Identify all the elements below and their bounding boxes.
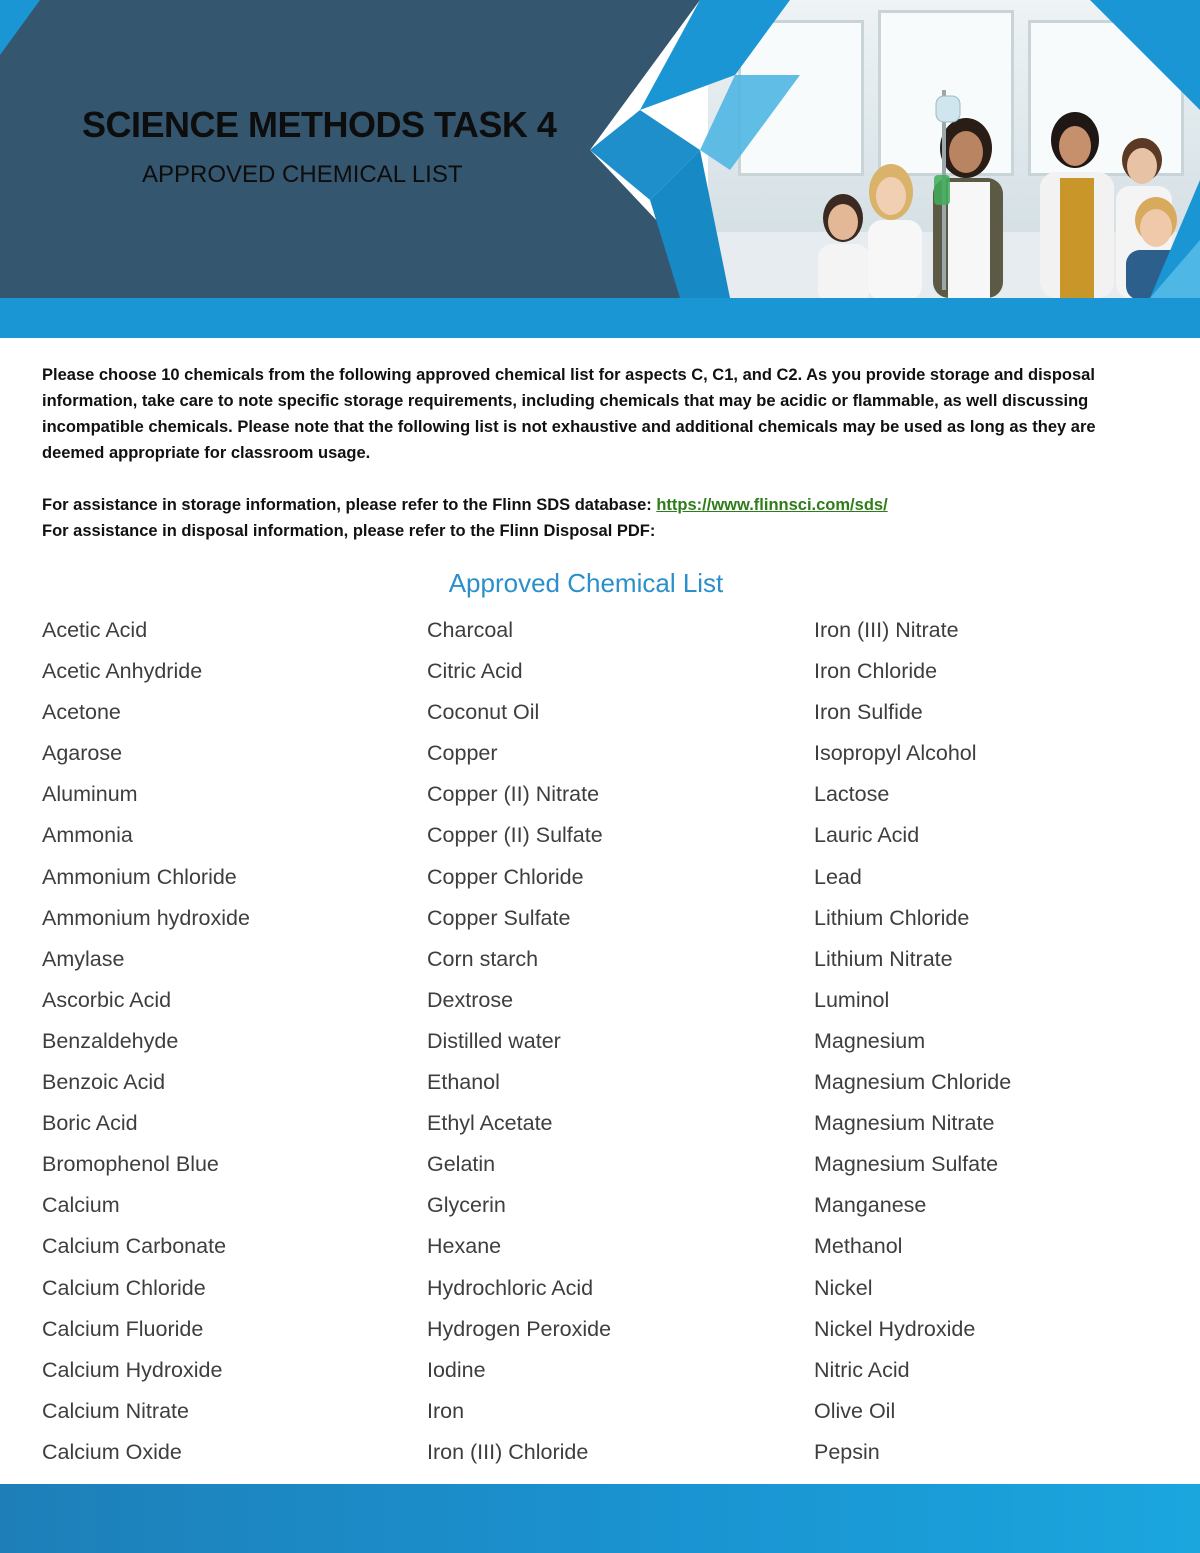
instructions-paragraph: Please choose 10 chemicals from the following approved chemical list for aspects C, C1, and C2. As you provide storage and disposal information, take care to note specific storage requirements, including chemicals that may be acidic or flammable, as well discussing incompatible chemicals. Please note that the following list is not exhaustive and additional chemicals may be used as long as they are deemed appropriate for classroom usage. [42, 366, 1096, 462]
chemical-list-item: Lithium Nitrate [814, 946, 953, 971]
chemical-list-item: Agarose [42, 741, 123, 766]
chemical-list-item: Copper (II) Sulfate [427, 823, 603, 848]
chemical-list-item: Ethyl Acetate [427, 1111, 553, 1136]
chemical-list-item: Calcium Fluoride [42, 1316, 204, 1341]
chemical-list-item: Luminol [814, 987, 890, 1012]
chemical-list-item: Hexane [427, 1234, 502, 1259]
chemical-list-item: Olive Oil [814, 1398, 896, 1423]
chemical-list-item: Calcium Carbonate [42, 1234, 227, 1259]
chemical-list-item: Coconut Oil [427, 700, 540, 725]
chemical-list-item: Charcoal [427, 618, 514, 642]
footer-bar [0, 1484, 1200, 1553]
page-title: SCIENCE METHODS TASK 4 [82, 104, 557, 145]
chemical-list-item: Copper [427, 741, 498, 766]
chemical-list-item: Calcium Hydroxide [42, 1357, 223, 1382]
chemical-list-item: Iron Chloride [814, 659, 938, 684]
chemical-list-item: Calcium [42, 1193, 120, 1218]
disposal-reference-line: For assistance in disposal information, please refer to the Flinn Disposal PDF: [42, 522, 656, 540]
chemical-list-item: Copper Sulfate [427, 905, 571, 930]
chemical-list-item: Hydrochloric Acid [427, 1275, 594, 1300]
header-banner [0, 0, 1200, 338]
storage-reference-line [42, 492, 1152, 518]
chemical-list-item: Iron Sulfide [814, 700, 923, 725]
chemical-list-item: Nickel [814, 1275, 873, 1300]
chemical-list-column-1 [42, 610, 250, 1473]
chemical-list-item: Iodine [427, 1357, 486, 1382]
chemical-list-item: Copper Chloride [427, 864, 584, 889]
chemical-list-item: Magnesium Nitrate [814, 1111, 995, 1136]
chemical-list-item: Ammonium hydroxide [42, 905, 250, 930]
chemical-list-item: Pepsin [814, 1439, 880, 1464]
chemical-list-column-2 [427, 610, 611, 1473]
chemical-list-item: Gelatin [427, 1152, 496, 1177]
page-subtitle: APPROVED CHEMICAL LIST [142, 161, 463, 188]
flinn-sds-link[interactable]: https://www.flinnsci.com/sds/ [656, 496, 888, 514]
chemical-list-item: Corn starch [427, 946, 539, 971]
chemical-list-item: Ammonia [42, 823, 133, 848]
chemical-list-item: Bromophenol Blue [42, 1152, 219, 1177]
chemical-list-item: Magnesium [814, 1028, 926, 1053]
chemical-list-item: Benzaldehyde [42, 1028, 179, 1053]
storage-reference-text: For assistance in storage information, please refer to the Flinn SDS database: [42, 496, 657, 514]
chemical-list-item: Manganese [814, 1193, 927, 1218]
chemical-list-item: Ascorbic Acid [42, 987, 172, 1012]
chemical-list-item: Nickel Hydroxide [814, 1316, 976, 1341]
chemical-list-item: Aluminum [42, 782, 138, 807]
reference-links [42, 492, 1152, 544]
chemical-list-item: Lead [814, 864, 862, 889]
chemical-list-item: Distilled water [427, 1028, 561, 1053]
chemical-list-item: Benzoic Acid [42, 1070, 166, 1095]
chemical-list-item: Ammonium Chloride [42, 864, 237, 889]
chemical-list-item: Acetic Anhydride [42, 659, 203, 684]
chemical-list-item: Boric Acid [42, 1111, 138, 1136]
chemical-list-item: Magnesium Chloride [814, 1070, 1012, 1095]
chemical-list-item: Lactose [814, 782, 890, 807]
chemical-list-item: Acetic Acid [42, 618, 148, 642]
chemical-list-item: Nitric Acid [814, 1357, 910, 1382]
chemical-list-item: Isopropyl Alcohol [814, 741, 977, 766]
chemical-list-title: Approved Chemical List [448, 568, 724, 598]
chemical-list-item: Magnesium Sulfate [814, 1152, 999, 1177]
chemical-list-item: Dextrose [427, 987, 514, 1012]
chemical-list-item: Calcium Chloride [42, 1275, 206, 1300]
chemical-list-item: Lithium Chloride [814, 905, 970, 930]
chemical-list-item: Calcium Nitrate [42, 1398, 189, 1423]
chemical-list-item: Copper (II) Nitrate [427, 782, 600, 807]
chemical-list-item: Calcium Oxide [42, 1439, 182, 1464]
chemical-list-item: Glycerin [427, 1193, 506, 1218]
chemical-list-item: Hydrogen Peroxide [427, 1316, 612, 1341]
chemical-list-item: Iron (III) Chloride [427, 1439, 589, 1464]
chemical-list-item: Ethanol [427, 1070, 500, 1095]
chemical-list-item: Citric Acid [427, 659, 523, 684]
chemical-list-item: Iron (III) Nitrate [814, 618, 959, 642]
chemical-list-item: Iron [427, 1398, 465, 1423]
chemical-list-item: Amylase [42, 946, 125, 971]
chemical-list-item: Acetone [42, 700, 121, 725]
chemical-list-column-3 [814, 610, 1011, 1473]
chemical-list-item: Lauric Acid [814, 823, 920, 848]
chemical-list-item: Methanol [814, 1234, 903, 1259]
